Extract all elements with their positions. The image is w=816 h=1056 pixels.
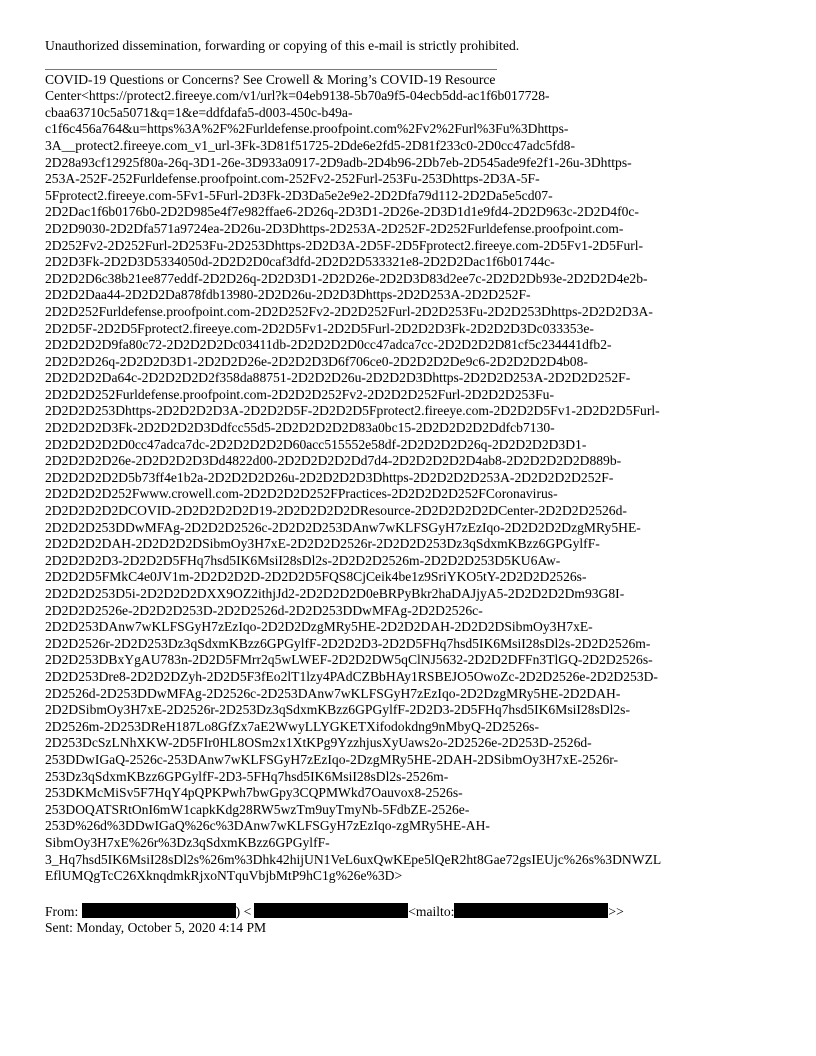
url-line[interactable]: 253D%26d%3DDwIGaQ%26c%3DAnw7wKLFSGyH7zEzIqo-zgMRy5HE-AH- xyxy=(45,818,490,834)
url-line[interactable]: 2D2D2D2D252Fwww.crowell.com-2D2D2D2D252FPractices-2D2D2D2D252FCoronavirus- xyxy=(45,486,558,502)
url-line[interactable]: 2D2D2D2D3Fk-2D2D2D2D3Ddfcc55d5-2D2D2D2D2D83a0bc15-2D2D2D2D2Ddfcb7130- xyxy=(45,420,555,436)
url-line[interactable]: 2D2D2D253DDwMFAg-2D2D2D2526c-2D2D2D253DAnw7wKLFSGyH7zEzIqo-2D2D2D2DzgMRy5HE- xyxy=(45,519,641,535)
url-line[interactable]: 2D2D2D6c38b21ee877eddf-2D2D26q-2D2D3D1-2D2D26e-2D2D3D83d2ee7c-2D2D2Db93e-2D2D2D4e2b- xyxy=(45,270,648,286)
forwarded-header xyxy=(45,903,780,937)
mailto-close: >> xyxy=(608,903,624,919)
url-line[interactable]: 2D2D5F-2D2D5Fprotect2.fireeye.com-2D2D5Fv1-2D2D5Furl-2D2D2D3Fk-2D2D2D3Dc033353e- xyxy=(45,320,594,336)
url-line[interactable]: 2D2D2D2D26e-2D2D2D2D3Dd4822d00-2D2D2D2D2Dd7d4-2D2D2D2D2D4ab8-2D2D2D2D2D889b- xyxy=(45,453,622,469)
url-line[interactable]: 2D2D2D2D3-2D2D2D5FHq7hsd5IK6MsiI28sDl2s-2D2D2D2526m-2D2D2D253D5KU6Aw- xyxy=(45,552,561,568)
url-line[interactable]: 2D2D2D2D9fa80c72-2D2D2D2Dc03411db-2D2D2D2D0cc47adca7cc-2D2D2D2D81cf5c234441dfb2- xyxy=(45,337,612,353)
from-row xyxy=(45,903,780,921)
url-line[interactable]: 253Dz3qSdxmKBzz6GPGylfF-2D3-5FHq7hsd5IK6MsiI28sDl2s-2526m- xyxy=(45,768,449,784)
url-line[interactable]: 2D2526m-2D253DReH187Lo8GfZx7aE2WwyLLYGKETXifodokdng9nMbyQ-2D2526s- xyxy=(45,718,539,734)
url-line[interactable]: 2D2D253DAnw7wKLFSGyH7zEzIqo-2D2D2DzgMRy5HE-2D2D2DAH-2D2D2DSibmOy3H7xE- xyxy=(45,619,593,635)
url-line[interactable]: 2D2Dac1f6b0176b0-2D2D985e4f7e982ffae6-2D26q-2D3D1-2D26e-2D3D1d1e9fd4-2D2D963c-2D2D4f0c- xyxy=(45,204,639,220)
url-line[interactable]: 253DKMcMiSv5F7HqY4pQPKPwh7bwGpy3CQPMWkd7Oauvox8-2526s- xyxy=(45,785,463,801)
url-line[interactable]: 2D2D2526r-2D2D253Dz3qSdxmKBzz6GPGylfF-2D2D2D3-2D2D5FHq7hsd5IK6MsiI28sDl2s-2D2D2526m- xyxy=(45,635,651,651)
url-line[interactable]: 3_Hq7hsd5IK6MsiI28sDl2s%26m%3Dhk42hijUN1VeL6uxQwKEpe5lQeR2ht8Gae72gsIEUjc%26s%3DNWZL xyxy=(45,851,662,867)
from-label: From: xyxy=(45,903,79,919)
separator-rule xyxy=(45,69,497,70)
resource-link[interactable] xyxy=(45,88,780,885)
mailto-label: <mailto: xyxy=(408,903,455,919)
url-line[interactable]: 2D2D2D253Dhttps-2D2D2D2D3A-2D2D2D5F-2D2D2D5Fprotect2.fireeye.com-2D2D2D5Fv1-2D2D2D5Furl- xyxy=(45,403,660,419)
email-body xyxy=(45,38,780,937)
url-line[interactable]: 2D2D2D2526e-2D2D2D253D-2D2D2526d-2D2D253DDwMFAg-2D2D2526c- xyxy=(45,602,483,618)
url-line[interactable]: 253DDwIGaQ-2526c-253DAnw7wKLFSGyH7zEzIqo-2DzgMRy5HE-2DAH-2DSibmOy3H7xE-2526r- xyxy=(45,751,619,767)
confidentiality-notice: Unauthorized dissemination, forwarding or copying of this e-mail is strictly prohibited. xyxy=(45,38,520,53)
url-line[interactable]: 2D2D3Fk-2D2D3D5334050d-2D2D2D0caf3dfd-2D2D2D533321e8-2D2D2Dac1f6b01744c- xyxy=(45,254,555,270)
sent-row: Sent: Monday, October 5, 2020 4:14 PM xyxy=(45,920,267,936)
url-line[interactable]: 2D252Fv2-2D252Furl-2D253Fu-2D253Dhttps-2D2D3A-2D5F-2D5Fprotect2.fireeye.com-2D5Fv1-2D5Furl- xyxy=(45,237,644,253)
url-line[interactable]: 2D2D252Furldefense.proofpoint.com-2D2D252Fv2-2D2D252Furl-2D2D253Fu-2D2D253Dhttps-2D2D2D3A- xyxy=(45,303,653,319)
redacted-sender-name xyxy=(82,903,236,918)
redacted-sender-email xyxy=(254,903,408,918)
url-line[interactable]: 2D2D2D26q-2D2D2D3D1-2D2D2D26e-2D2D2D3D6f706ce0-2D2D2D2De9c6-2D2D2D2D4b08- xyxy=(45,353,588,369)
url-line[interactable]: 2D2D2D253D5i-2D2D2D2DXX9OZ2ithjJd2-2D2D2D2D0eBRPyBkr2haDAJjyA5-2D2D2D2Dm93G8I- xyxy=(45,586,625,601)
url-line[interactable]: 2D2D9030-2D2Dfa571a9724ea-2D26u-2D3Dhttps-2D253A-2D252F-2D252Furldefense.proofpoint.com- xyxy=(45,220,624,236)
covid-resource-line: COVID-19 Questions or Concerns? See Crowell & Moring’s COVID-19 Resource xyxy=(45,71,496,87)
url-line[interactable]: Center<https://protect2.fireeye.com/v1/url?k=04eb9138-5b70a9f5-04ecb5dd-ac1f6b017728- xyxy=(45,88,550,104)
url-line[interactable]: 2D2D2Daa44-2D2D2Da878fdb13980-2D2D26u-2D2D3Dhttps-2D2D253A-2D2D252F- xyxy=(45,287,531,303)
url-line[interactable]: 2D28a93cf12925f80a-26q-3D1-26e-3D933a0917-2D9adb-2D4b96-2Db7eb-2D545ade9fe2f1-26u-3Dhttps- xyxy=(45,154,632,170)
url-line[interactable]: 2D2526d-2D253DDwMFAg-2D2526c-2D253DAnw7wKLFSGyH7zEzIqo-2D2DzgMRy5HE-2D2DAH- xyxy=(45,685,621,701)
url-line[interactable]: c1f6c456a764&u=https%3A%2F%2Furldefense.proofpoint.com%2Fv2%2Furl%3Fu%3Dhttps- xyxy=(45,121,569,137)
url-line[interactable]: 2D2D2D2D2DCOVID-2D2D2D2D2D19-2D2D2D2D2DResource-2D2D2D2D2DCenter-2D2D2D2526d- xyxy=(45,503,627,519)
url-line[interactable]: 5Fprotect2.fireeye.com-5Fv1-5Furl-2D3Fk-2D3Da5e2e9e2-2D2Dfa79d112-2D2Da5e5cd07- xyxy=(45,187,553,203)
url-line[interactable]: 2D2D253Dre8-2D2D2DZyh-2D2D5F3fEo2lT1lzy4PAdCZBbHAy1RSBEJO5OwoZc-2D2D2526e-2D2D253D- xyxy=(45,668,658,684)
redacted-mailto-address xyxy=(454,903,608,918)
url-line[interactable]: 2D2D253DBxYgAU783n-2D2D5FMrr2q5wLWEF-2D2D2DW5qClNJ5632-2D2D2DFFn3TlGQ-2D2D2526s- xyxy=(45,652,653,668)
url-line[interactable]: 2D2D2D252Furldefense.proofpoint.com-2D2D2D252Fv2-2D2D2D252Furl-2D2D2D253Fu- xyxy=(45,386,554,402)
url-line[interactable]: 2D2D2D5FMkC4e0JV1m-2D2D2D2D-2D2D2D5FQS8CjCeik4be1z9SriYKO5tY-2D2D2D2526s- xyxy=(45,569,587,585)
url-line[interactable]: 253DOQATSRtOnI6mW1capkKdg28RW5wzTm9uyTmyNb-5FdbZE-2526e- xyxy=(45,801,470,817)
url-line[interactable]: 2D2D2D2Da64c-2D2D2D2D2f358da88751-2D2D2D26u-2D2D2D3Dhttps-2D2D2D253A-2D2D2D252F- xyxy=(45,370,631,386)
url-line[interactable]: 3A__protect2.fireeye.com_v1_url-3Fk-3D81f51725-2Dde6e2fd5-2D81f233c0-2D0cc47adc5fd8- xyxy=(45,137,575,153)
url-line[interactable]: 2D253DcSzLNhXKW-2D5FIr0HL8OSm2x1XtKPg9YzzhjusXyUaws2o-2D2526e-2D253D-2526d- xyxy=(45,735,592,751)
url-line[interactable]: 253A-252F-252Furldefense.proofpoint.com-252Fv2-252Furl-253Fu-253Dhttps-2D3A-5F- xyxy=(45,171,540,187)
url-line[interactable]: cbaa63710c5a5071&q=1&e=ddfdafa5-d003-450c-b49a- xyxy=(45,104,353,120)
url-line[interactable]: 2D2D2D2D2D5b73ff4e1b2a-2D2D2D2D26u-2D2D2D2D3Dhttps-2D2D2D2D253A-2D2D2D2D252F- xyxy=(45,469,614,485)
from-paren: ) < xyxy=(235,903,252,919)
url-line[interactable]: 2D2DSibmOy3H7xE-2D2526r-2D253Dz3qSdxmKBzz6GPGylfF-2D2D3-2D5FHq7hsd5IK6MsiI28sDl2s- xyxy=(45,702,631,718)
url-line[interactable]: 2D2D2D2D2D0cc47adca7dc-2D2D2D2D2D60acc515552e58df-2D2D2D2D26q-2D2D2D2D3D1- xyxy=(45,436,587,452)
url-line[interactable]: SibmOy3H7xE%26r%3Dz3qSdxmKBzz6GPGylfF- xyxy=(45,834,330,850)
url-line[interactable]: 2D2D2D2DAH-2D2D2D2DSibmOy3H7xE-2D2D2D2526r-2D2D2D253Dz3qSdxmKBzz6GPGylfF- xyxy=(45,536,600,552)
url-line[interactable]: EflUMQgTcC26XknqdmkRjxoNTquVbjbMtP9hC1g%26e%3D> xyxy=(45,868,403,884)
